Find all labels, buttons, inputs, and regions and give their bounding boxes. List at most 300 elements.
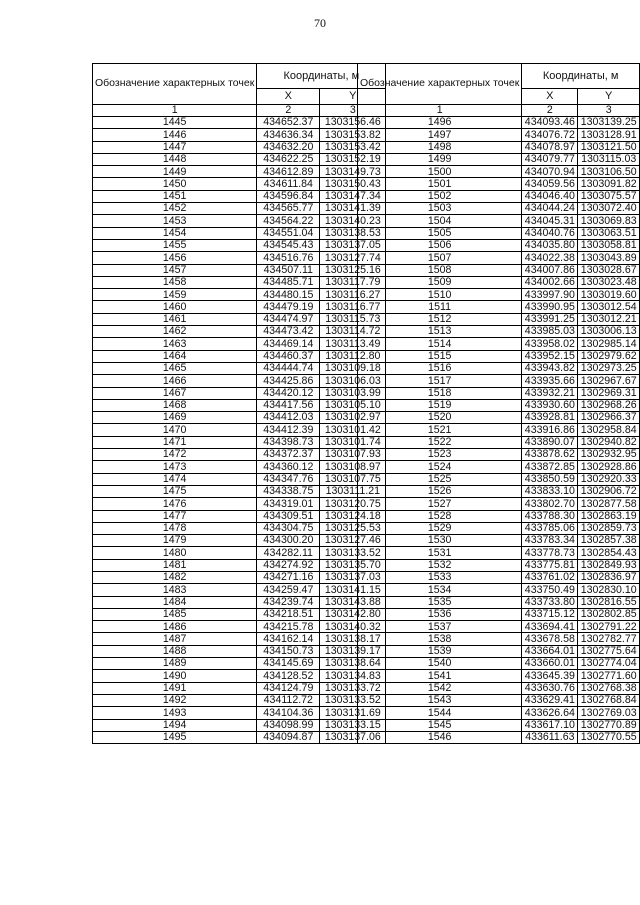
column-number: 1 — [93, 105, 257, 117]
x-coordinate-cell: 433890.07 — [522, 436, 578, 448]
x-coordinate-cell: 434480.15 — [257, 289, 320, 301]
y-coordinate-cell: 1303138.53 — [320, 227, 386, 239]
y-coordinate-cell: 1303058.81 — [578, 239, 640, 251]
point-number-cell: 1480 — [93, 547, 257, 559]
x-coordinate-cell: 434104.36 — [257, 707, 320, 719]
x-coordinate-cell: 434417.56 — [257, 399, 320, 411]
x-coordinate-cell: 434162.14 — [257, 633, 320, 645]
x-coordinate-cell: 433802.70 — [522, 498, 578, 510]
point-number-cell: 1461 — [93, 313, 257, 325]
table-row — [358, 399, 640, 411]
y-coordinate-cell: 1303113.49 — [320, 338, 386, 350]
table-row — [93, 424, 386, 436]
point-number-cell: 1476 — [93, 498, 257, 510]
y-coordinate-cell: 1303120.75 — [320, 498, 386, 510]
table-row — [93, 190, 386, 202]
y-coordinate-cell: 1303105.10 — [320, 399, 386, 411]
table-row — [93, 719, 386, 731]
point-number-cell: 1470 — [93, 424, 257, 436]
x-coordinate-cell: 434304.75 — [257, 522, 320, 534]
point-number-cell: 1486 — [93, 621, 257, 633]
point-number-cell: 1508 — [358, 264, 522, 276]
point-number-cell: 1532 — [358, 559, 522, 571]
x-coordinate-cell: 434412.39 — [257, 424, 320, 436]
x-coordinate-cell: 434564.22 — [257, 215, 320, 227]
x-coordinate-cell: 434022.38 — [522, 252, 578, 264]
point-number-cell: 1447 — [93, 141, 257, 153]
table-row — [93, 608, 386, 620]
point-number-cell: 1544 — [358, 707, 522, 719]
point-number-cell: 1456 — [93, 252, 257, 264]
y-coordinate-cell: 1303108.97 — [320, 461, 386, 473]
point-number-cell: 1464 — [93, 350, 257, 362]
y-coordinate-cell: 1303006.13 — [578, 326, 640, 338]
table-body-right — [358, 117, 640, 744]
column-number: 2 — [522, 105, 578, 117]
y-coordinate-cell: 1302774.04 — [578, 658, 640, 670]
y-coordinate-cell: 1302973.25 — [578, 362, 640, 374]
table-row — [358, 424, 640, 436]
x-coordinate-cell: 434612.89 — [257, 166, 320, 178]
y-coordinate-cell: 1303133.15 — [320, 719, 386, 731]
y-coordinate-cell: 1303043.89 — [578, 252, 640, 264]
table-row — [358, 670, 640, 682]
x-header: X — [257, 89, 320, 105]
table-row — [358, 301, 640, 313]
table-row — [93, 522, 386, 534]
table-row — [93, 682, 386, 694]
point-number-cell: 1518 — [358, 387, 522, 399]
table-row — [93, 276, 386, 288]
y-coordinate-cell: 1302769.03 — [578, 707, 640, 719]
point-number-cell: 1477 — [93, 510, 257, 522]
point-number-cell: 1457 — [93, 264, 257, 276]
y-coordinate-cell: 1302966.37 — [578, 412, 640, 424]
x-coordinate-cell: 434611.84 — [257, 178, 320, 190]
point-number-cell: 1491 — [93, 682, 257, 694]
x-coordinate-cell: 434473.42 — [257, 326, 320, 338]
point-number-cell: 1497 — [358, 129, 522, 141]
x-coordinate-cell: 434045.31 — [522, 215, 578, 227]
y-coordinate-cell: 1303133.72 — [320, 682, 386, 694]
x-coordinate-cell: 434098.99 — [257, 719, 320, 731]
x-coordinate-cell: 434551.04 — [257, 227, 320, 239]
table-row — [93, 670, 386, 682]
x-coordinate-cell: 433617.10 — [522, 719, 578, 731]
page-number: 70 — [314, 16, 326, 30]
point-number-cell: 1498 — [358, 141, 522, 153]
x-coordinate-cell: 433626.64 — [522, 707, 578, 719]
x-coordinate-cell: 434150.73 — [257, 645, 320, 657]
table-row — [93, 362, 386, 374]
column-number: 3 — [320, 105, 386, 117]
table-row — [93, 252, 386, 264]
table-row — [358, 362, 640, 374]
x-coordinate-cell: 434145.69 — [257, 658, 320, 670]
table-row — [93, 535, 386, 547]
x-coordinate-cell: 434274.92 — [257, 559, 320, 571]
y-coordinate-cell: 1303149.73 — [320, 166, 386, 178]
point-number-cell: 1475 — [93, 485, 257, 497]
y-coordinate-cell: 1303111.21 — [320, 485, 386, 497]
x-coordinate-cell: 434215.78 — [257, 621, 320, 633]
x-coordinate-cell: 433990.95 — [522, 301, 578, 313]
point-number-cell: 1450 — [93, 178, 257, 190]
point-number-cell: 1529 — [358, 522, 522, 534]
point-number-cell: 1523 — [358, 449, 522, 461]
table-row — [93, 473, 386, 485]
x-coordinate-cell: 433611.63 — [522, 731, 578, 743]
y-coordinate-cell: 1302857.38 — [578, 535, 640, 547]
x-coordinate-cell: 433991.25 — [522, 313, 578, 325]
point-number-cell: 1499 — [358, 153, 522, 165]
point-number-cell: 1487 — [93, 633, 257, 645]
point-number-cell: 1519 — [358, 399, 522, 411]
table-row — [93, 485, 386, 497]
point-number-cell: 1534 — [358, 584, 522, 596]
table-row — [93, 227, 386, 239]
point-number-cell: 1460 — [93, 301, 257, 313]
point-number-cell: 1458 — [93, 276, 257, 288]
x-coordinate-cell: 434372.37 — [257, 449, 320, 461]
point-number-cell: 1536 — [358, 608, 522, 620]
point-number-cell: 1478 — [93, 522, 257, 534]
table-row — [93, 731, 386, 743]
y-coordinate-cell: 1302849.93 — [578, 559, 640, 571]
point-number-cell: 1531 — [358, 547, 522, 559]
y-coordinate-cell: 1302768.84 — [578, 694, 640, 706]
y-coordinate-cell: 1302968.26 — [578, 399, 640, 411]
point-number-cell: 1510 — [358, 289, 522, 301]
x-coordinate-cell: 433850.59 — [522, 473, 578, 485]
y-coordinate-cell: 1303152.19 — [320, 153, 386, 165]
x-coordinate-cell: 433985.03 — [522, 326, 578, 338]
table-row — [93, 153, 386, 165]
x-coordinate-cell: 433958.02 — [522, 338, 578, 350]
y-coordinate-cell: 1302816.55 — [578, 596, 640, 608]
x-coordinate-cell: 433943.82 — [522, 362, 578, 374]
x-coordinate-cell: 433935.66 — [522, 375, 578, 387]
table-row — [93, 129, 386, 141]
x-coordinate-cell: 434300.20 — [257, 535, 320, 547]
point-number-cell: 1472 — [93, 449, 257, 461]
point-number-cell: 1522 — [358, 436, 522, 448]
y-coordinate-cell: 1302770.89 — [578, 719, 640, 731]
x-coordinate-cell: 434636.34 — [257, 129, 320, 141]
y-coordinate-cell: 1303012.21 — [578, 313, 640, 325]
point-number-cell: 1540 — [358, 658, 522, 670]
x-coordinate-cell: 433930.60 — [522, 399, 578, 411]
point-number-cell: 1465 — [93, 362, 257, 374]
y-coordinate-cell: 1303101.42 — [320, 424, 386, 436]
table-row — [358, 547, 640, 559]
y-coordinate-cell: 1302928.86 — [578, 461, 640, 473]
y-coordinate-cell: 1302859.73 — [578, 522, 640, 534]
x-coordinate-cell: 434545.43 — [257, 239, 320, 251]
point-number-cell: 1543 — [358, 694, 522, 706]
point-number-cell: 1452 — [93, 203, 257, 215]
point-number-cell: 1525 — [358, 473, 522, 485]
x-coordinate-cell: 433788.30 — [522, 510, 578, 522]
table-row — [358, 731, 640, 743]
y-coordinate-cell: 1302958.84 — [578, 424, 640, 436]
table-row — [93, 510, 386, 522]
point-number-cell: 1455 — [93, 239, 257, 251]
table-row — [93, 559, 386, 571]
x-coordinate-cell: 434347.76 — [257, 473, 320, 485]
x-coordinate-cell: 433733.80 — [522, 596, 578, 608]
point-number-cell: 1453 — [93, 215, 257, 227]
point-number-cell: 1490 — [93, 670, 257, 682]
y-coordinate-cell: 1302863.19 — [578, 510, 640, 522]
point-number-cell: 1507 — [358, 252, 522, 264]
y-coordinate-cell: 1302770.55 — [578, 731, 640, 743]
y-coordinate-cell: 1303117.79 — [320, 276, 386, 288]
table-row — [358, 313, 640, 325]
point-number-cell: 1513 — [358, 326, 522, 338]
point-number-cell: 1509 — [358, 276, 522, 288]
y-coordinate-cell: 1303012.54 — [578, 301, 640, 313]
table-row — [93, 239, 386, 251]
y-coordinate-cell: 1303147.34 — [320, 190, 386, 202]
point-number-cell: 1492 — [93, 694, 257, 706]
y-coordinate-cell: 1302967.67 — [578, 375, 640, 387]
table-row — [93, 338, 386, 350]
table-row — [358, 276, 640, 288]
point-number-cell: 1546 — [358, 731, 522, 743]
point-number-cell: 1502 — [358, 190, 522, 202]
y-coordinate-cell: 1303137.06 — [320, 731, 386, 743]
table-row — [358, 682, 640, 694]
column-number: 2 — [257, 105, 320, 117]
y-coordinate-cell: 1303153.82 — [320, 129, 386, 141]
x-coordinate-cell: 434485.71 — [257, 276, 320, 288]
x-coordinate-cell: 434271.16 — [257, 571, 320, 583]
x-coordinate-cell: 434444.74 — [257, 362, 320, 374]
table-row — [358, 596, 640, 608]
table-row — [358, 707, 640, 719]
point-number-cell: 1459 — [93, 289, 257, 301]
table-row — [358, 190, 640, 202]
y-coordinate-cell: 1303142.80 — [320, 608, 386, 620]
x-coordinate-cell: 433629.41 — [522, 694, 578, 706]
table-row — [358, 633, 640, 645]
table-row — [93, 645, 386, 657]
table-row — [93, 399, 386, 411]
table-row — [358, 117, 640, 129]
y-coordinate-cell: 1303075.57 — [578, 190, 640, 202]
x-coordinate-cell: 434420.12 — [257, 387, 320, 399]
x-coordinate-cell: 433664.01 — [522, 645, 578, 657]
table-row — [358, 559, 640, 571]
x-coordinate-cell: 434309.51 — [257, 510, 320, 522]
table-row — [93, 117, 386, 129]
point-number-cell: 1445 — [93, 117, 257, 129]
point-number-cell: 1483 — [93, 584, 257, 596]
table-row — [358, 338, 640, 350]
x-coordinate-cell: 434046.40 — [522, 190, 578, 202]
x-coordinate-cell: 434070.94 — [522, 166, 578, 178]
table-row — [358, 412, 640, 424]
y-coordinate-cell: 1303106.50 — [578, 166, 640, 178]
y-coordinate-cell: 1303138.64 — [320, 658, 386, 670]
y-coordinate-cell: 1303135.70 — [320, 559, 386, 571]
y-coordinate-cell: 1303101.74 — [320, 436, 386, 448]
y-coordinate-cell: 1303023.48 — [578, 276, 640, 288]
y-coordinate-cell: 1302771.60 — [578, 670, 640, 682]
y-coordinate-cell: 1303115.73 — [320, 313, 386, 325]
point-number-cell: 1485 — [93, 608, 257, 620]
table-row — [358, 498, 640, 510]
point-number-cell: 1495 — [93, 731, 257, 743]
table-row — [93, 621, 386, 633]
y-coordinate-cell: 1303019.60 — [578, 289, 640, 301]
point-number-cell: 1527 — [358, 498, 522, 510]
y-coordinate-cell: 1303128.91 — [578, 129, 640, 141]
point-number-cell: 1526 — [358, 485, 522, 497]
table-row — [358, 485, 640, 497]
point-number-cell: 1494 — [93, 719, 257, 731]
table-row — [358, 658, 640, 670]
y-coordinate-cell: 1302906.72 — [578, 485, 640, 497]
x-coordinate-cell: 434474.97 — [257, 313, 320, 325]
point-number-cell: 1484 — [93, 596, 257, 608]
point-number-cell: 1506 — [358, 239, 522, 251]
table-row — [93, 166, 386, 178]
y-coordinate-cell: 1303106.03 — [320, 375, 386, 387]
table-row — [358, 239, 640, 251]
table-row — [93, 633, 386, 645]
table-row — [93, 203, 386, 215]
table-row — [358, 178, 640, 190]
y-coordinate-cell: 1303140.23 — [320, 215, 386, 227]
point-number-cell: 1545 — [358, 719, 522, 731]
table-row — [358, 449, 640, 461]
table-row — [358, 166, 640, 178]
x-coordinate-cell: 433750.49 — [522, 584, 578, 596]
point-number-cell: 1481 — [93, 559, 257, 571]
coordinates-table-right — [357, 63, 640, 744]
x-coordinate-cell: 434652.37 — [257, 117, 320, 129]
point-number-cell: 1537 — [358, 621, 522, 633]
x-coordinate-cell: 433775.81 — [522, 559, 578, 571]
table-row — [358, 436, 640, 448]
table-row — [358, 522, 640, 534]
x-coordinate-cell: 434007.86 — [522, 264, 578, 276]
table-row — [358, 350, 640, 362]
point-number-cell: 1466 — [93, 375, 257, 387]
x-coordinate-cell: 434040.76 — [522, 227, 578, 239]
table-row — [358, 326, 640, 338]
coordinates-table-left — [92, 63, 386, 744]
x-coordinate-cell: 433715.12 — [522, 608, 578, 620]
x-coordinate-cell: 433878.62 — [522, 449, 578, 461]
x-coordinate-cell: 434076.72 — [522, 129, 578, 141]
x-coordinate-cell: 434622.25 — [257, 153, 320, 165]
y-coordinate-cell: 1303124.18 — [320, 510, 386, 522]
table-body-left — [93, 117, 386, 744]
table-row — [358, 289, 640, 301]
table-row — [358, 129, 640, 141]
x-coordinate-cell: 434412.03 — [257, 412, 320, 424]
point-number-cell: 1530 — [358, 535, 522, 547]
point-number-cell: 1474 — [93, 473, 257, 485]
y-coordinate-cell: 1303141.39 — [320, 203, 386, 215]
x-coordinate-cell: 434259.47 — [257, 584, 320, 596]
table-row — [358, 719, 640, 731]
y-coordinate-cell: 1303137.03 — [320, 571, 386, 583]
y-coordinate-cell: 1303103.99 — [320, 387, 386, 399]
y-coordinate-cell: 1302830.10 — [578, 584, 640, 596]
y-coordinate-cell: 1303156.46 — [320, 117, 386, 129]
table-row — [93, 264, 386, 276]
y-header: Y — [578, 89, 640, 105]
x-coordinate-cell: 434596.84 — [257, 190, 320, 202]
x-coordinate-cell: 434469.14 — [257, 338, 320, 350]
table-row — [93, 215, 386, 227]
table-row — [93, 289, 386, 301]
y-coordinate-cell: 1302854.43 — [578, 547, 640, 559]
x-coordinate-cell: 434124.79 — [257, 682, 320, 694]
point-number-cell: 1451 — [93, 190, 257, 202]
y-coordinate-cell: 1303116.77 — [320, 301, 386, 313]
table-row — [358, 584, 640, 596]
point-number-cell: 1504 — [358, 215, 522, 227]
table-row — [358, 264, 640, 276]
y-coordinate-cell: 1302985.14 — [578, 338, 640, 350]
y-coordinate-cell: 1302836.97 — [578, 571, 640, 583]
table-row — [93, 498, 386, 510]
table-row — [93, 412, 386, 424]
point-number-cell: 1462 — [93, 326, 257, 338]
table-row — [358, 461, 640, 473]
table-row — [93, 461, 386, 473]
table-row — [358, 535, 640, 547]
x-coordinate-cell: 433872.85 — [522, 461, 578, 473]
y-coordinate-cell: 1303069.83 — [578, 215, 640, 227]
x-coordinate-cell: 433952.15 — [522, 350, 578, 362]
x-coordinate-cell: 434338.75 — [257, 485, 320, 497]
y-coordinate-cell: 1302940.82 — [578, 436, 640, 448]
y-coordinate-cell: 1302791.22 — [578, 621, 640, 633]
point-number-cell: 1535 — [358, 596, 522, 608]
y-coordinate-cell: 1303112.80 — [320, 350, 386, 362]
table-row — [93, 301, 386, 313]
y-header: Y — [320, 89, 386, 105]
y-coordinate-cell: 1303028.67 — [578, 264, 640, 276]
table-row — [358, 621, 640, 633]
x-coordinate-cell: 433932.21 — [522, 387, 578, 399]
table-row — [358, 252, 640, 264]
point-number-cell: 1488 — [93, 645, 257, 657]
table-row — [358, 215, 640, 227]
table-row — [93, 350, 386, 362]
x-coordinate-cell: 434112.72 — [257, 694, 320, 706]
point-number-cell: 1493 — [93, 707, 257, 719]
table-row — [93, 178, 386, 190]
point-number-cell: 1503 — [358, 203, 522, 215]
point-number-cell: 1512 — [358, 313, 522, 325]
point-number-cell: 1514 — [358, 338, 522, 350]
y-coordinate-cell: 1303140.32 — [320, 621, 386, 633]
point-label-header: Обозначение характерных точек — [93, 64, 257, 105]
y-coordinate-cell: 1303133.52 — [320, 547, 386, 559]
x-coordinate-cell: 434516.76 — [257, 252, 320, 264]
y-coordinate-cell: 1302932.95 — [578, 449, 640, 461]
y-coordinate-cell: 1303133.52 — [320, 694, 386, 706]
table-row — [93, 571, 386, 583]
y-coordinate-cell: 1303143.88 — [320, 596, 386, 608]
